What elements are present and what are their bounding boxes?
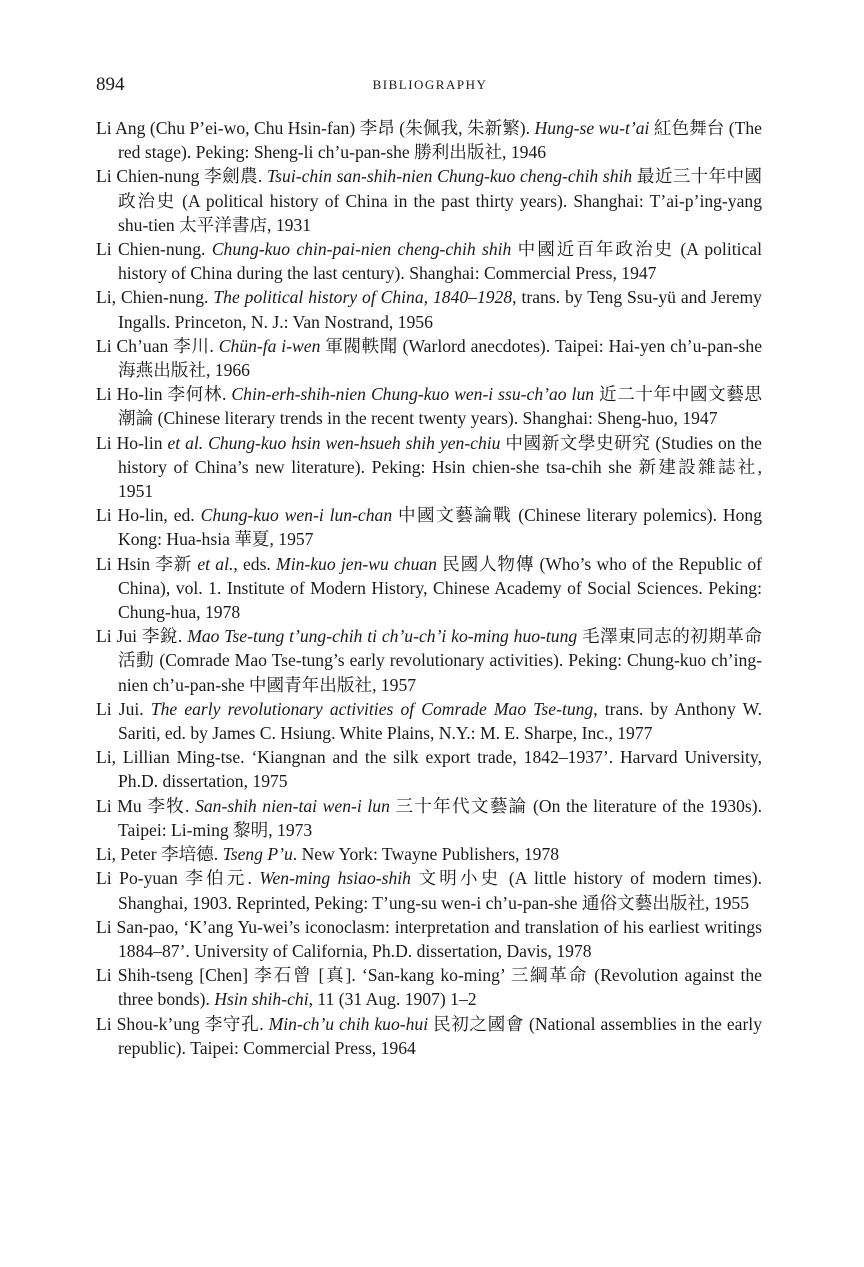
entry-text: Li San-pao, ‘K’ang Yu-wei’s iconoclasm: interpretation and translation of his earliest writings 1884–87’. University of California, Ph.D. dissertation, Davis, 1978	[96, 916, 762, 961]
entry-text: Li Chien-nung 李劍農.	[96, 166, 268, 187]
entry-text: Li, Peter 李培德.	[96, 844, 223, 865]
page-number: 894	[96, 74, 125, 95]
entry-text: Li Ch’uan 李川.	[96, 335, 219, 356]
entry-text: . New York: Twayne Publishers, 1978	[292, 844, 560, 865]
bibliography-entry	[96, 552, 762, 625]
entry-text: 中國文藝論戰 (Chinese literary polemics). Hong Kong: Hua-hsia 華夏, 1957	[118, 505, 763, 550]
entry-text: 軍閥軼聞 (Warlord anecdotes). Taipei: Hai-yen ch’u-pan-she 海燕出版社, 1966	[118, 335, 762, 381]
bibliography-entries	[96, 116, 762, 1060]
entry-title-italic: Chung-kuo wen-i lun-chan	[200, 505, 393, 526]
entry-title-italic: Chung-kuo hsin wen-hsueh shih yen-chiu	[208, 432, 501, 453]
page-header	[96, 74, 764, 98]
entry-text: 毛澤東同志的初期革命活動 (Comrade Mao Tse-tung’s early revolutionary activities). Peking: Chung-kuo ch’ing-nien ch’u-pan-she 中國青年出版社, 1957	[118, 626, 762, 695]
entry-title-italic: Chün-fa i-wen	[218, 335, 321, 356]
entry-text: 近二十年中國文藝思潮論 (Chinese literary trends in the recent twenty years). Shanghai: Sheng-huo, 1947	[118, 384, 762, 429]
entry-text: Li Po-yuan 李伯元.	[96, 868, 260, 889]
bibliography-entry	[96, 963, 762, 1011]
entry-text: , trans. by Anthony W. Sariti, ed. by James C. Hsiung. White Plains, N.Y.: M. E. Sharpe, Inc., 1977	[118, 698, 762, 744]
entry-text: Li Hsin 李新	[96, 553, 198, 574]
entry-text: 最近三十年中國政治史 (A political history of China in the past thirty years). Shanghai: T’ai-p’ing-yang shu-tien 太平洋書店, 1931	[118, 166, 762, 235]
bibliography-entry	[96, 285, 762, 333]
entry-text: Li Ang (Chu P’ei-wo, Chu Hsin-fan) 李昂 (朱佩我, 朱新繁).	[96, 118, 535, 138]
entry-title-italic: San-shih nien-tai wen-i lun	[195, 795, 390, 816]
entry-text: Li Ho-lin 李何林.	[96, 384, 232, 405]
bibliography-entry	[96, 745, 762, 793]
entry-title-italic: Hung-se wu-t’ai	[534, 118, 650, 138]
entry-text: 民國人物傳 (Who’s who of the Republic of China), vol. 1. Institute of Modern History, Chinese Academy of Social Sciences. Peking: Chung-hua, 1978	[118, 553, 762, 623]
bibliography-entry	[96, 842, 762, 866]
entry-title-italic: The political history of China, 1840–1928	[213, 287, 513, 308]
entry-text: , 11 (31 Aug. 1907) 1–2	[308, 989, 477, 1010]
entry-text: , eds.	[233, 553, 277, 574]
entry-text: Li Ho-lin	[96, 432, 168, 453]
entry-title-italic: Tsui-chin san-shih-nien Chung-kuo cheng-chih shih	[267, 166, 633, 187]
bibliography-entry	[96, 915, 762, 963]
entry-text: Li Jui 李銳.	[96, 626, 188, 647]
entry-title-italic: et al.	[167, 432, 204, 453]
entry-text: 中國近百年政治史 (A political history of China during the last century). Shanghai: Commercial Press, 1947	[118, 239, 762, 284]
bibliography-entry	[96, 794, 762, 842]
entry-title-italic: Min-kuo jen-wu chuan	[276, 553, 437, 574]
bibliography-entry	[96, 431, 762, 504]
entry-title-italic: Chung-kuo chin-pai-nien cheng-chih shih	[211, 239, 512, 260]
entry-title-italic: Min-ch’u chih kuo-hui	[268, 1013, 429, 1034]
entry-text: Li, Lillian Ming-tse. ‘Kiangnan and the silk export trade, 1842–1937’. Harvard University, Ph.D. dissertation, 1975	[96, 747, 762, 792]
entry-title-italic: Hsin shih-chi	[214, 989, 309, 1010]
entry-text: 民初之國會 (National assemblies in the early republic). Taipei: Commercial Press, 1964	[118, 1013, 762, 1058]
bibliography-entry	[96, 334, 762, 382]
entry-title-italic: et al.	[197, 553, 234, 574]
bibliography-entry	[96, 624, 762, 697]
entry-title-italic: Mao Tse-tung t’ung-chih ti ch’u-ch’i ko-ming huo-tung	[187, 626, 578, 647]
entry-title-italic: Wen-ming hsiao-shih	[259, 868, 411, 889]
bibliography-entry	[96, 697, 762, 745]
entry-text: 文明小史 (A little history of modern times). Shanghai, 1903. Reprinted, Peking: T’ung-su wen-i ch’u-pan-she 通俗文藝出版社, 1955	[118, 868, 763, 913]
entry-title-italic: Chin-erh-shih-nien Chung-kuo wen-i ssu-ch’ao lun	[231, 384, 595, 405]
entry-title-italic: The early revolutionary activities of Comrade Mao Tse-tung	[150, 698, 594, 719]
bibliography-entry	[96, 116, 762, 164]
entry-text: Li Mu 李牧.	[96, 795, 196, 816]
entry-text: Li, Chien-nung.	[96, 287, 214, 308]
entry-text: Li Shih-tseng [Chen] 李石曾 [真]. ‘San-kang ko-ming’ 三綱革命 (Revolution against the three bonds).	[96, 965, 762, 1010]
bibliography-entry	[96, 866, 762, 914]
entry-text: Li Jui.	[96, 698, 151, 719]
bibliography-entry	[96, 382, 762, 430]
bibliography-entry	[96, 1012, 762, 1060]
entry-text: 中國新文學史研究 (Studies on the history of China’s new literature). Peking: Hsin chien-she tsa-chih she 新建設雜誌社, 1951	[118, 432, 762, 502]
entry-text: 紅色舞台 (The red stage). Peking: Sheng-li ch’u-pan-she 勝利出版社, 1946	[118, 118, 762, 163]
entry-title-italic: Tseng P’u	[222, 844, 293, 865]
bibliography-entry	[96, 237, 762, 285]
entry-text: Li Shou-k’ung 李守孔.	[96, 1013, 269, 1034]
entry-text: Li Ho-lin, ed.	[96, 505, 201, 526]
entry-text: , trans. by Teng Ssu-yü and Jeremy Ingalls. Princeton, N. J.: Van Nostrand, 1956	[118, 287, 762, 332]
entry-text: Li Chien-nung.	[96, 239, 212, 260]
entry-text: 三十年代文藝論 (On the literature of the 1930s). Taipei: Li-ming 黎明, 1973	[118, 795, 762, 840]
bibliography-entry	[96, 503, 762, 551]
running-head: BIBLIOGRAPHY	[372, 77, 488, 92]
bibliography-entry	[96, 164, 762, 237]
